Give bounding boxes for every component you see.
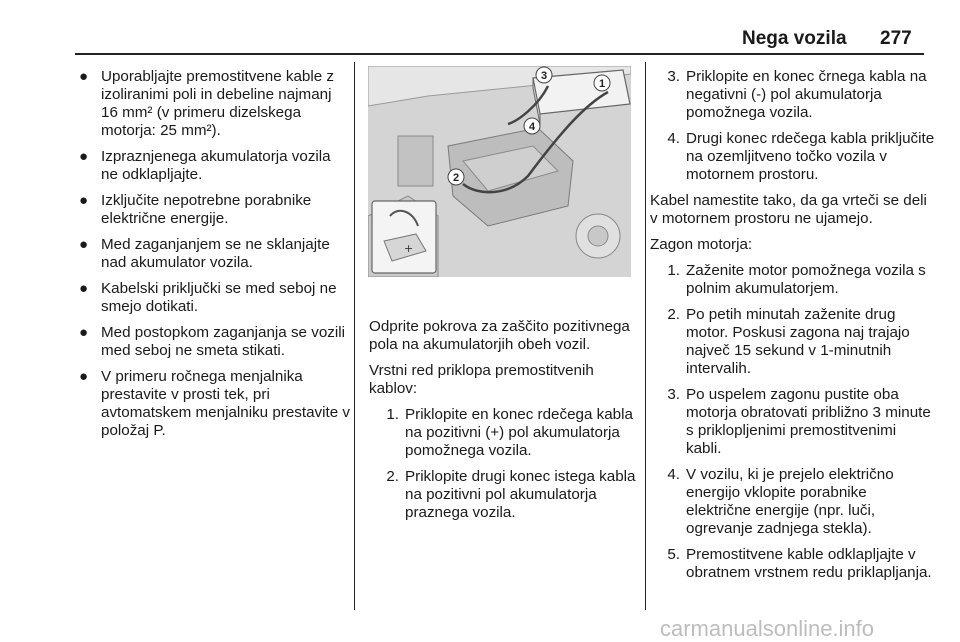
step-item [650, 546, 935, 582]
step-number: 2. [667, 306, 680, 323]
step-number: 1. [667, 262, 680, 279]
bullet-text: V primeru ročnega menjalnika prestavite v prosti tek, pri avtomatskem menjalniku prestavite v položaj P. [101, 368, 351, 439]
engine-bay-illustration [368, 66, 631, 277]
bullet-text: Med postopkom zaganjanja se vozili med seboj ne smeta stikati. [101, 324, 345, 359]
column-divider-1 [354, 62, 355, 610]
step-text: Po uspelem zagonu pustite oba motorja obratovati približno 3 minute s priklopljenimi premostitvenimi kabli. [686, 386, 931, 457]
step-number: 3. [667, 386, 680, 403]
step-item [650, 68, 935, 122]
paragraph: Zagon motorja: [650, 236, 753, 253]
step-number: 4. [667, 466, 680, 483]
bullet-text: Izpraznjenega akumulatorja vozila ne odklapljajte. [101, 148, 331, 183]
header-rule [75, 53, 924, 55]
step-text: Priklopite drugi konec istega kabla na pozitivni pol akumulatorja praznega vozila. [405, 468, 636, 521]
step-item [650, 306, 935, 378]
step-text: Drugi konec rdečega kabla priključite na ozemljitveno točko vozila v motornem prostoru. [686, 130, 935, 183]
bullet-item: ● Uporabljajte premostitvene kable z izoliranimi poli in debeline najmanj 16 mm² (v primeru dizelskega motorja: 25 mm²). [79, 68, 351, 140]
column-3 [650, 68, 935, 590]
paragraph: Odprite pokrova za zaščito pozitivnega pola na akumulatorjih obeh vozil. [369, 318, 630, 353]
paragraph: Vrstni red priklopa premostitvenih kablov: [369, 362, 594, 397]
bullet-text: Med zaganjanjem se ne sklanjajte nad akumulator vozila. [101, 236, 330, 271]
engine-bay-drawing [368, 66, 631, 277]
column-divider-2 [645, 62, 646, 610]
bullet-item: ● Kabelski priključki se med seboj ne smejo dotikati. [79, 280, 351, 316]
paragraph: Kabel namestite tako, da ga vrteči se deli v motornem prostoru ne ujamejo. [650, 192, 927, 227]
callout-label-2: 2 [452, 172, 460, 184]
svg-text:+: + [404, 242, 414, 255]
step-number: 4. [667, 130, 680, 147]
bullet-text: Uporabljajte premostitvene kable z izoliranimi poli in debeline najmanj 16 mm² (v primeru dizelskega motorja: 25 mm²). [101, 68, 334, 139]
bullet-item: ● Med postopkom zaganjanja se vozili med seboj ne smeta stikati. [79, 324, 351, 360]
bullet-item: ● Med zaganjanjem se ne sklanjajte nad akumulator vozila. [79, 236, 351, 272]
column-1 [79, 68, 351, 448]
step-item [650, 386, 935, 458]
callout-label-1: 1 [598, 78, 606, 90]
bullet-item: ● Izključite nepotrebne porabnike električne energije. [79, 192, 351, 228]
bullet-text: Izključite nepotrebne porabnike električne energije. [101, 192, 312, 227]
step-number: 3. [667, 68, 680, 85]
callout-label-3: 3 [540, 70, 548, 82]
step-text: Priklopite en konec rdečega kabla na pozitivni (+) pol akumulatorja pomožnega vozila. [405, 406, 633, 459]
column-2 [369, 318, 639, 530]
step-text: Po petih minutah zaženite drug motor. Poskusi zagona naj trajajo največ 15 sekund v 1-minutnih intervalih. [686, 306, 910, 377]
page-number: 277 [880, 28, 912, 49]
bullet-item: ● V primeru ročnega menjalnika prestavite v prosti tek, pri avtomatskem menjalniku prestavite v položaj P. [79, 368, 351, 439]
step-text: Premostitvene kable odklapljajte v obratnem vrstnem redu priklapljanja. [686, 546, 932, 581]
step-number: 5. [667, 546, 680, 563]
step-number: 1. [386, 406, 399, 423]
callout-label-4: 4 [528, 121, 536, 133]
step-item [369, 406, 639, 460]
watermark: carmanualsonline.info [660, 616, 875, 641]
page-header-title: Nega vozila [742, 28, 847, 49]
step-number: 2. [386, 468, 399, 485]
bullet-item: ● Izpraznjenega akumulatorja vozila ne odklapljajte. [79, 148, 351, 184]
step-item [369, 468, 639, 522]
step-item [650, 130, 935, 184]
step-text: V vozilu, ki je prejelo električno energijo vklopite porabnike električne energije (npr. luči, ogrevanje zadnjega stekla). [686, 466, 894, 537]
step-text: Zaženite motor pomožnega vozila s polnim akumulatorjem. [686, 262, 926, 297]
step-text: Priklopite en konec črnega kabla na negativni (-) pol akumulatorja pomožnega vozila. [686, 68, 927, 121]
step-item [650, 262, 935, 298]
step-item [650, 466, 935, 538]
bullet-text: Kabelski priključki se med seboj ne smejo dotikati. [101, 280, 337, 315]
